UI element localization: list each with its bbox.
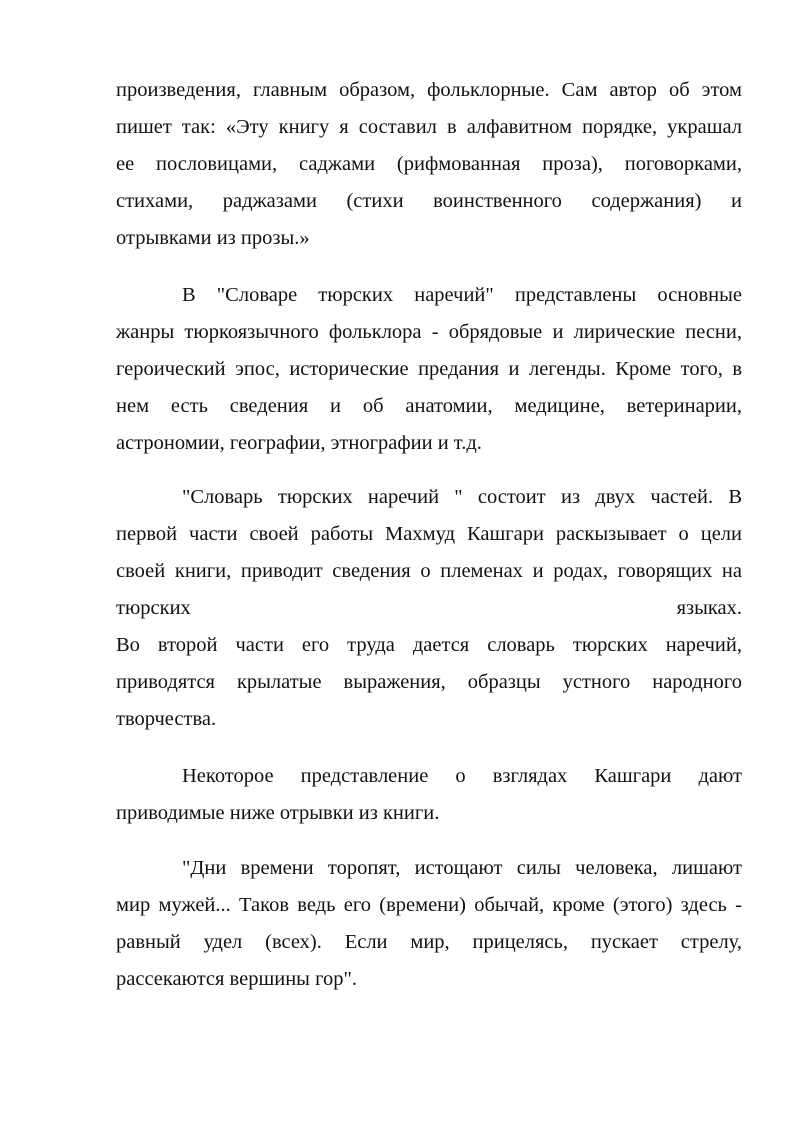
paragraph-line: мир мужей... Таков ведь его (времени) обычай, кроме (этого) здесь - [116,894,742,916]
paragraph-line: ее пословицами, саджами (рифмованная проза), поговорками, [116,153,742,175]
paragraph-line: героический эпос, исторические предания и легенды. Кроме того, в [116,358,742,380]
split-line [116,590,742,627]
paragraph-line: творчества. [116,708,217,730]
paragraph-1 [116,72,742,257]
paragraph-3 [116,479,742,738]
paragraph-line: стихами, раджазами (стихи воинственного содержания) и [116,190,742,212]
paragraph-line: В "Словаре тюрских наречий" представлены основные [182,284,742,306]
paragraph-line: первой части своей работы Махмуд Кашгари раскызывает о цели [116,523,742,545]
paragraph-line: Во второй части его труда дается словарь тюрских наречий, [116,634,742,656]
paragraph-line: произведения, главным образом, фольклорные. Сам автор об этом [116,79,742,101]
paragraph-line: тюрских [116,597,191,619]
paragraph-line: отрывками из прозы.» [116,227,310,249]
paragraph-line: рассекаются вершины гор". [116,968,357,990]
paragraph-line: пишет так: «Эту книгу я составил в алфавитном порядке, украшал [116,116,742,138]
paragraph-line: "Дни времени торопят, истощают силы человека, лишают [182,857,742,879]
paragraph-line: Некоторое представление о взглядах Кашгари дают [182,765,742,787]
paragraph-line: приводятся крылатые выражения, образцы устного народного [116,671,742,693]
paragraph-line: жанры тюркоязычного фольклора - обрядовые и лирические песни, [116,321,742,343]
paragraph-4 [116,758,742,832]
paragraph-line: нем есть сведения и об анатомии, медицине, ветеринарии, [116,395,742,417]
paragraph-2 [116,277,742,462]
paragraph-line: "Словарь тюрских наречий " состоит из двух частей. В [182,486,742,508]
paragraph-line: своей книги, приводит сведения о племенах и родах, говорящих на [116,560,742,582]
paragraph-line: приводимые ниже отрывки из книги. [116,802,440,824]
paragraph-line: языках. [676,597,742,619]
paragraph-line: равный удел (всех). Если мир, прицелясь, пускает стрелу, [116,931,742,953]
paragraph-line: астрономии, географии, этнографии и т.д. [116,432,482,454]
paragraph-5 [116,850,742,998]
